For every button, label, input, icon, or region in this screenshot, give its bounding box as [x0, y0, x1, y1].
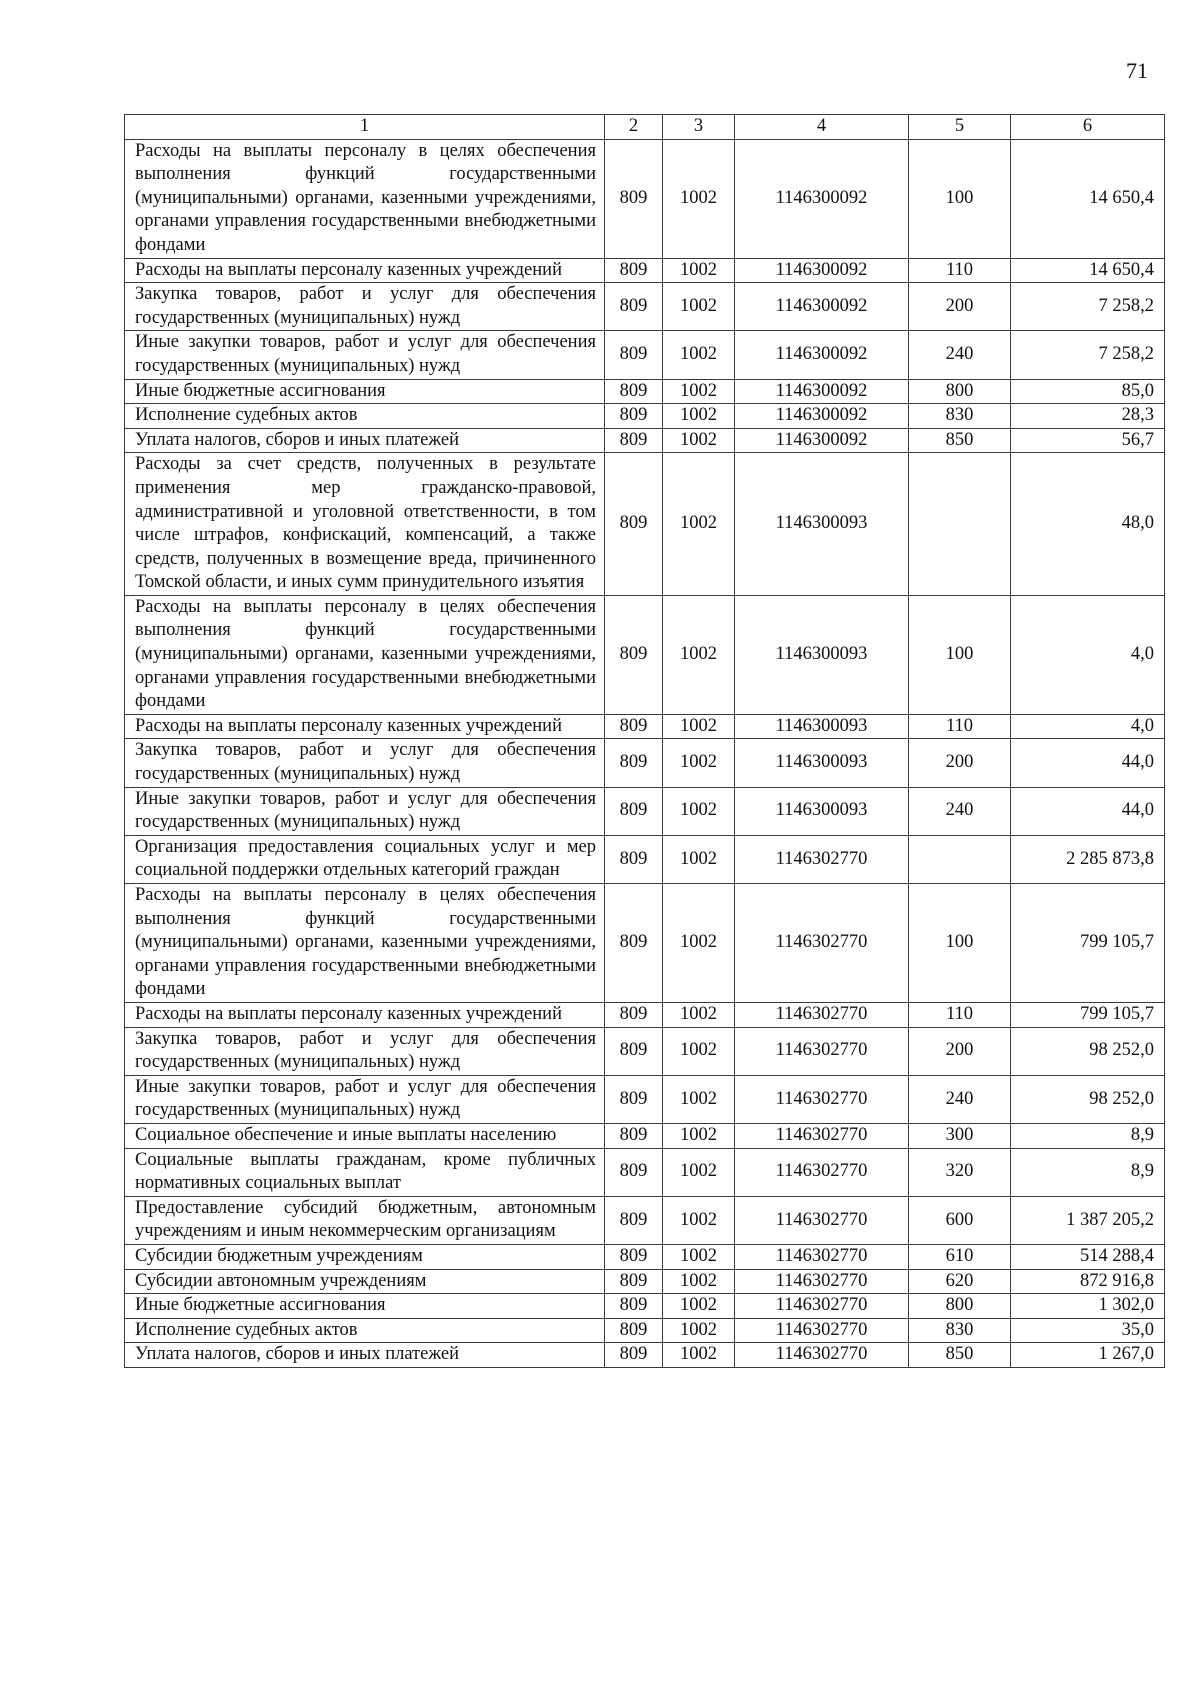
expense-name-cell: Социальное обеспечение и иные выплаты населению [125, 1123, 605, 1148]
table-row [125, 258, 1165, 283]
amount-cell: 2 285 873,8 [1011, 835, 1165, 883]
expense-type-cell: 240 [909, 787, 1011, 835]
amount-cell: 14 650,4 [1011, 139, 1165, 258]
table-row [125, 404, 1165, 429]
header-cell: 2 [605, 115, 663, 140]
table-body [125, 115, 1165, 1368]
ministry-code-cell: 809 [605, 1123, 663, 1148]
page-number: 71 [1126, 58, 1148, 83]
amount-cell: 98 252,0 [1011, 1075, 1165, 1123]
table-row [125, 1075, 1165, 1123]
expense-type-cell: 830 [909, 1318, 1011, 1343]
ministry-code-cell: 809 [605, 1196, 663, 1244]
expense-type-cell: 800 [909, 379, 1011, 404]
target-item-cell: 1146302770 [735, 835, 909, 883]
table-row [125, 283, 1165, 331]
expense-type-cell: 110 [909, 258, 1011, 283]
table-row [125, 428, 1165, 453]
expense-type-cell: 100 [909, 139, 1011, 258]
ministry-code-cell: 809 [605, 1002, 663, 1027]
ministry-code-cell: 809 [605, 1027, 663, 1075]
ministry-code-cell: 809 [605, 714, 663, 739]
expense-name-cell: Расходы за счет средств, полученных в результате применения мер гражданско-правовой, административной и уголовной ответственности, в том числе штрафов, конфискаций, компенсаций, а также средств, полученных в возмещение вреда, причиненного Томской области, и иных сумм принудительного изъятия [125, 453, 605, 596]
table-row [125, 379, 1165, 404]
section-code-cell: 1002 [663, 787, 735, 835]
header-cell: 1 [125, 115, 605, 140]
table-row [125, 739, 1165, 787]
table-row [125, 1196, 1165, 1244]
amount-cell: 35,0 [1011, 1318, 1165, 1343]
section-code-cell: 1002 [663, 1002, 735, 1027]
target-item-cell: 1146300092 [735, 331, 909, 379]
amount-cell: 799 105,7 [1011, 1002, 1165, 1027]
target-item-cell: 1146300093 [735, 595, 909, 714]
ministry-code-cell: 809 [605, 1318, 663, 1343]
target-item-cell: 1146300092 [735, 283, 909, 331]
budget-table [124, 114, 1165, 1368]
target-item-cell: 1146302770 [735, 1027, 909, 1075]
expense-type-cell: 200 [909, 739, 1011, 787]
expense-type-cell: 110 [909, 1002, 1011, 1027]
expense-type-cell: 850 [909, 1343, 1011, 1368]
expense-name-cell: Закупка товаров, работ и услуг для обеспечения государственных (муниципальных) нужд [125, 1027, 605, 1075]
target-item-cell: 1146302770 [735, 1294, 909, 1319]
amount-cell: 8,9 [1011, 1148, 1165, 1196]
expense-type-cell: 240 [909, 1075, 1011, 1123]
expense-name-cell: Уплата налогов, сборов и иных платежей [125, 428, 605, 453]
target-item-cell: 1146302770 [735, 1343, 909, 1368]
expense-type-cell: 200 [909, 283, 1011, 331]
expense-type-cell: 800 [909, 1294, 1011, 1319]
amount-cell: 1 267,0 [1011, 1343, 1165, 1368]
expense-name-cell: Расходы на выплаты персоналу в целях обеспечения выполнения функций государственными (муниципальными) органами, казенными учреждениями, органами управления государственными внебюджетными фондами [125, 139, 605, 258]
section-code-cell: 1002 [663, 139, 735, 258]
target-item-cell: 1146302770 [735, 1075, 909, 1123]
target-item-cell: 1146300093 [735, 787, 909, 835]
table-row [125, 714, 1165, 739]
table-row [125, 1318, 1165, 1343]
ministry-code-cell: 809 [605, 884, 663, 1003]
target-item-cell: 1146300092 [735, 428, 909, 453]
expense-name-cell: Уплата налогов, сборов и иных платежей [125, 1343, 605, 1368]
amount-cell: 48,0 [1011, 453, 1165, 596]
section-code-cell: 1002 [663, 1075, 735, 1123]
amount-cell: 514 288,4 [1011, 1244, 1165, 1269]
amount-cell: 1 387 205,2 [1011, 1196, 1165, 1244]
header-cell: 5 [909, 115, 1011, 140]
amount-cell: 98 252,0 [1011, 1027, 1165, 1075]
expense-name-cell: Иные бюджетные ассигнования [125, 379, 605, 404]
ministry-code-cell: 809 [605, 139, 663, 258]
ministry-code-cell: 809 [605, 404, 663, 429]
ministry-code-cell: 809 [605, 331, 663, 379]
expense-type-cell: 610 [909, 1244, 1011, 1269]
table-row [125, 1027, 1165, 1075]
table-row [125, 595, 1165, 714]
expense-name-cell: Организация предоставления социальных услуг и мер социальной поддержки отдельных категорий граждан [125, 835, 605, 883]
table-row [125, 1244, 1165, 1269]
expense-name-cell: Субсидии бюджетным учреждениям [125, 1244, 605, 1269]
ministry-code-cell: 809 [605, 453, 663, 596]
target-item-cell: 1146300092 [735, 379, 909, 404]
amount-cell: 56,7 [1011, 428, 1165, 453]
target-item-cell: 1146300092 [735, 404, 909, 429]
ministry-code-cell: 809 [605, 283, 663, 331]
section-code-cell: 1002 [663, 1294, 735, 1319]
expense-type-cell: 100 [909, 595, 1011, 714]
section-code-cell: 1002 [663, 1244, 735, 1269]
expense-type-cell: 620 [909, 1269, 1011, 1294]
table-row [125, 453, 1165, 596]
amount-cell: 4,0 [1011, 714, 1165, 739]
section-code-cell: 1002 [663, 1196, 735, 1244]
expense-name-cell: Расходы на выплаты персоналу казенных учреждений [125, 1002, 605, 1027]
section-code-cell: 1002 [663, 835, 735, 883]
amount-cell: 85,0 [1011, 379, 1165, 404]
expense-name-cell: Закупка товаров, работ и услуг для обеспечения государственных (муниципальных) нужд [125, 739, 605, 787]
expense-name-cell: Исполнение судебных актов [125, 404, 605, 429]
expense-name-cell: Расходы на выплаты персоналу казенных учреждений [125, 714, 605, 739]
target-item-cell: 1146302770 [735, 1318, 909, 1343]
table-row [125, 884, 1165, 1003]
section-code-cell: 1002 [663, 404, 735, 429]
section-code-cell: 1002 [663, 714, 735, 739]
expense-type-cell: 850 [909, 428, 1011, 453]
section-code-cell: 1002 [663, 1269, 735, 1294]
amount-cell: 7 258,2 [1011, 331, 1165, 379]
section-code-cell: 1002 [663, 1027, 735, 1075]
section-code-cell: 1002 [663, 453, 735, 596]
ministry-code-cell: 809 [605, 595, 663, 714]
expense-name-cell: Закупка товаров, работ и услуг для обеспечения государственных (муниципальных) нужд [125, 283, 605, 331]
expense-name-cell: Исполнение судебных актов [125, 1318, 605, 1343]
amount-cell: 14 650,4 [1011, 258, 1165, 283]
ministry-code-cell: 809 [605, 1294, 663, 1319]
amount-cell: 44,0 [1011, 787, 1165, 835]
amount-cell: 1 302,0 [1011, 1294, 1165, 1319]
expense-type-cell [909, 835, 1011, 883]
expense-name-cell: Иные закупки товаров, работ и услуг для обеспечения государственных (муниципальных) нужд [125, 331, 605, 379]
target-item-cell: 1146300093 [735, 739, 909, 787]
expense-name-cell: Иные бюджетные ассигнования [125, 1294, 605, 1319]
amount-cell: 8,9 [1011, 1123, 1165, 1148]
header-cell: 4 [735, 115, 909, 140]
header-cell: 3 [663, 115, 735, 140]
ministry-code-cell: 809 [605, 1244, 663, 1269]
expense-type-cell: 830 [909, 404, 1011, 429]
target-item-cell: 1146302770 [735, 1148, 909, 1196]
header-cell: 6 [1011, 115, 1165, 140]
expense-type-cell: 300 [909, 1123, 1011, 1148]
section-code-cell: 1002 [663, 739, 735, 787]
expense-type-cell: 110 [909, 714, 1011, 739]
ministry-code-cell: 809 [605, 835, 663, 883]
target-item-cell: 1146302770 [735, 1196, 909, 1244]
amount-cell: 872 916,8 [1011, 1269, 1165, 1294]
ministry-code-cell: 809 [605, 1148, 663, 1196]
ministry-code-cell: 809 [605, 428, 663, 453]
expense-name-cell: Предоставление субсидий бюджетным, автономным учреждениям и иным некоммерческим организациям [125, 1196, 605, 1244]
expense-type-cell: 200 [909, 1027, 1011, 1075]
ministry-code-cell: 809 [605, 1269, 663, 1294]
amount-cell: 799 105,7 [1011, 884, 1165, 1003]
section-code-cell: 1002 [663, 595, 735, 714]
ministry-code-cell: 809 [605, 1343, 663, 1368]
expense-name-cell: Субсидии автономным учреждениям [125, 1269, 605, 1294]
section-code-cell: 1002 [663, 283, 735, 331]
table-row [125, 787, 1165, 835]
section-code-cell: 1002 [663, 1148, 735, 1196]
amount-cell: 28,3 [1011, 404, 1165, 429]
section-code-cell: 1002 [663, 331, 735, 379]
table-row [125, 1123, 1165, 1148]
table-row [125, 1294, 1165, 1319]
ministry-code-cell: 809 [605, 1075, 663, 1123]
target-item-cell: 1146302770 [735, 1244, 909, 1269]
table-row [125, 1269, 1165, 1294]
expense-name-cell: Расходы на выплаты персоналу в целях обеспечения выполнения функций государственными (муниципальными) органами, казенными учреждениями, органами управления государственными внебюджетными фондами [125, 595, 605, 714]
target-item-cell: 1146300093 [735, 453, 909, 596]
table-row [125, 1002, 1165, 1027]
section-code-cell: 1002 [663, 379, 735, 404]
section-code-cell: 1002 [663, 428, 735, 453]
target-item-cell: 1146302770 [735, 1002, 909, 1027]
section-code-cell: 1002 [663, 258, 735, 283]
expense-name-cell: Расходы на выплаты персоналу в целях обеспечения выполнения функций государственными (муниципальными) органами, казенными учреждениями, органами управления государственными внебюджетными фондами [125, 884, 605, 1003]
table-row [125, 139, 1165, 258]
ministry-code-cell: 809 [605, 739, 663, 787]
amount-cell: 4,0 [1011, 595, 1165, 714]
section-code-cell: 1002 [663, 884, 735, 1003]
table-row [125, 331, 1165, 379]
section-code-cell: 1002 [663, 1343, 735, 1368]
expense-type-cell [909, 453, 1011, 596]
expense-type-cell: 100 [909, 884, 1011, 1003]
target-item-cell: 1146300093 [735, 714, 909, 739]
target-item-cell: 1146302770 [735, 1269, 909, 1294]
table-row [125, 1148, 1165, 1196]
ministry-code-cell: 809 [605, 379, 663, 404]
ministry-code-cell: 809 [605, 787, 663, 835]
expense-name-cell: Социальные выплаты гражданам, кроме публичных нормативных социальных выплат [125, 1148, 605, 1196]
amount-cell: 7 258,2 [1011, 283, 1165, 331]
ministry-code-cell: 809 [605, 258, 663, 283]
amount-cell: 44,0 [1011, 739, 1165, 787]
expense-type-cell: 320 [909, 1148, 1011, 1196]
expense-name-cell: Иные закупки товаров, работ и услуг для обеспечения государственных (муниципальных) нужд [125, 787, 605, 835]
section-code-cell: 1002 [663, 1318, 735, 1343]
table-row [125, 835, 1165, 883]
table-row [125, 1343, 1165, 1368]
target-item-cell: 1146302770 [735, 884, 909, 1003]
expense-type-cell: 600 [909, 1196, 1011, 1244]
target-item-cell: 1146302770 [735, 1123, 909, 1148]
expense-name-cell: Расходы на выплаты персоналу казенных учреждений [125, 258, 605, 283]
target-item-cell: 1146300092 [735, 258, 909, 283]
target-item-cell: 1146300092 [735, 139, 909, 258]
expense-name-cell: Иные закупки товаров, работ и услуг для обеспечения государственных (муниципальных) нужд [125, 1075, 605, 1123]
expense-type-cell: 240 [909, 331, 1011, 379]
table-header-row [125, 115, 1165, 140]
section-code-cell: 1002 [663, 1123, 735, 1148]
